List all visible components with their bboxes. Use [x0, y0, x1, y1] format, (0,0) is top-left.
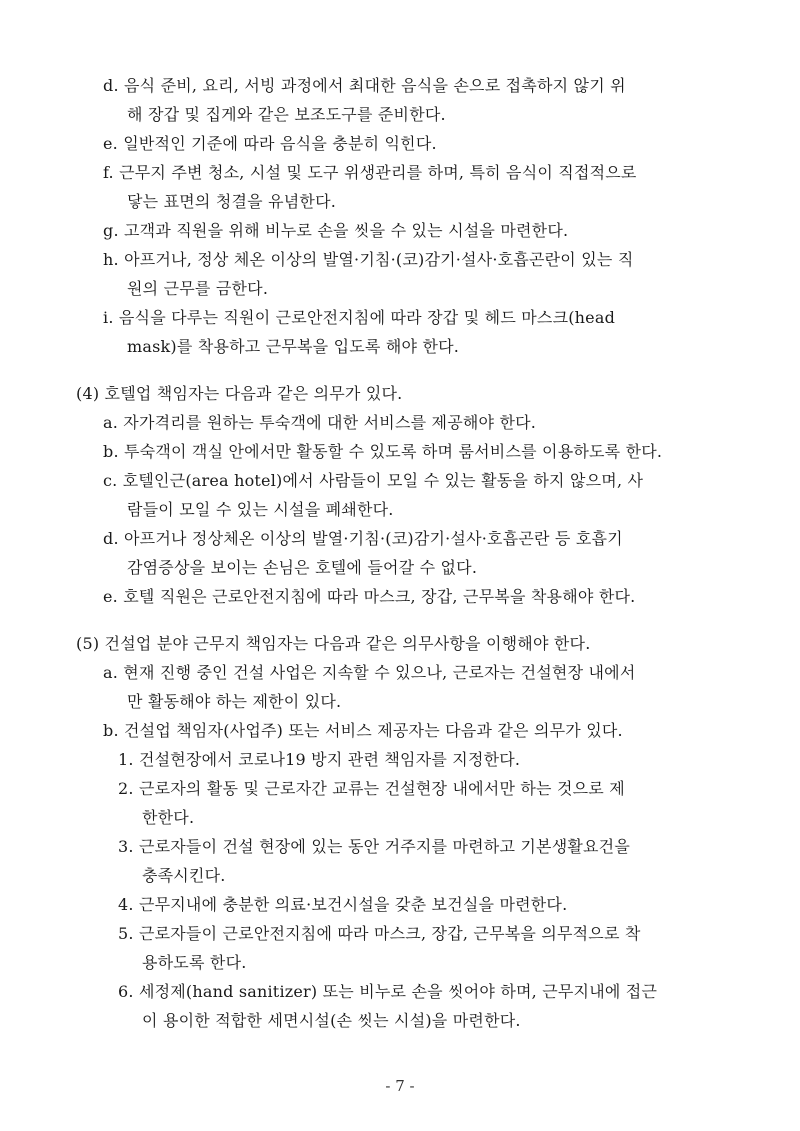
text-line: i. 음식을 다루는 직원이 근로안전지침에 따라 장갑 및 헤드 마스크(head	[103, 308, 616, 327]
text-line: 5. 근로자들이 근로안전지침에 따라 마스크, 장갑, 근무복을 의무적으로 착	[118, 924, 641, 943]
text-line: 감염증상을 보이는 손님은 호텔에 들어갈 수 없다.	[127, 558, 478, 577]
text-line: 원의 근무를 금한다.	[127, 279, 269, 298]
text-line: 3. 근로자들이 건설 현장에 있는 동안 거주지를 마련하고 기본생활요건을	[118, 837, 630, 856]
text-line: 1. 건설현장에서 코로나19 방지 관련 책임자를 지정한다.	[118, 750, 521, 769]
text-line: mask)를 착용하고 근무복을 입도록 해야 한다.	[127, 337, 460, 356]
text-line: 용하도록 한다.	[142, 953, 247, 972]
text-line: a. 현재 진행 중인 건설 사업은 지속할 수 있으나, 근로자는 건설현장 내에서	[103, 663, 636, 682]
text-line: a. 자가격리를 원하는 투숙객에 대한 서비스를 제공해야 한다.	[103, 413, 537, 432]
text-line: g. 고객과 직원을 위해 비누로 손을 씻을 수 있는 시설을 마련한다.	[103, 221, 569, 240]
text-line: 충족시킨다.	[142, 866, 226, 885]
section-heading: (5) 건설업 분야 근무지 책임자는 다음과 같은 의무사항을 이행해야 한다.	[76, 634, 591, 653]
text-line: 한한다.	[142, 808, 195, 827]
text-line: b. 건설업 책임자(사업주) 또는 서비스 제공자는 다음과 같은 의무가 있다.	[103, 721, 623, 740]
text-line: 만 활동해야 하는 제한이 있다.	[127, 692, 342, 711]
text-line: d. 아프거나 정상체온 이상의 발열·기침·(코)감기·설사·호흡곤란 등 호흡기	[103, 529, 623, 548]
text-line: 해 장갑 및 집게와 같은 보조도구를 준비한다.	[127, 105, 446, 124]
text-line: e. 호텔 직원은 근로안전지침에 따라 마스크, 장갑, 근무복을 착용해야 한다.	[103, 587, 636, 606]
text-line: h. 아프거나, 정상 체온 이상의 발열·기침·(코)감기·설사·호흡곤란이 있는 직	[103, 250, 634, 269]
text-line: c. 호텔인근(area hotel)에서 사람들이 모일 수 있는 활동을 하지 않으며, 사	[103, 471, 644, 490]
text-line: 2. 근로자의 활동 및 근로자간 교류는 건설현장 내에서만 하는 것으로 제	[118, 779, 625, 798]
text-line: b. 투숙객이 객실 안에서만 활동할 수 있도록 하며 룸서비스를 이용하도록 한다.	[103, 442, 663, 461]
text-line: e. 일반적인 기준에 따라 음식을 충분히 익힌다.	[103, 134, 437, 153]
text-line: 이 용이한 적합한 세면시설(손 씻는 시설)을 마련한다.	[142, 1011, 521, 1030]
section-heading: (4) 호텔업 책임자는 다음과 같은 의무가 있다.	[76, 384, 403, 403]
text-line: 닿는 표면의 청결을 유념한다.	[127, 192, 337, 211]
text-line: 4. 근무지내에 충분한 의료·보건시설을 갖춘 보건실을 마련한다.	[118, 895, 568, 914]
text-line: 람들이 모일 수 있는 시설을 폐쇄한다.	[127, 500, 394, 519]
text-line: 6. 세정제(hand sanitizer) 또는 비누로 손을 씻어야 하며, 근무지내에 접근	[118, 982, 658, 1001]
text-line: d. 음식 준비, 요리, 서빙 과정에서 최대한 음식을 손으로 접촉하지 않기 위	[103, 76, 626, 95]
text-line: f. 근무지 주변 청소, 시설 및 도구 위생관리를 하며, 특히 음식이 직접적으로	[103, 163, 637, 182]
page-number: - 7 -	[385, 1077, 415, 1095]
